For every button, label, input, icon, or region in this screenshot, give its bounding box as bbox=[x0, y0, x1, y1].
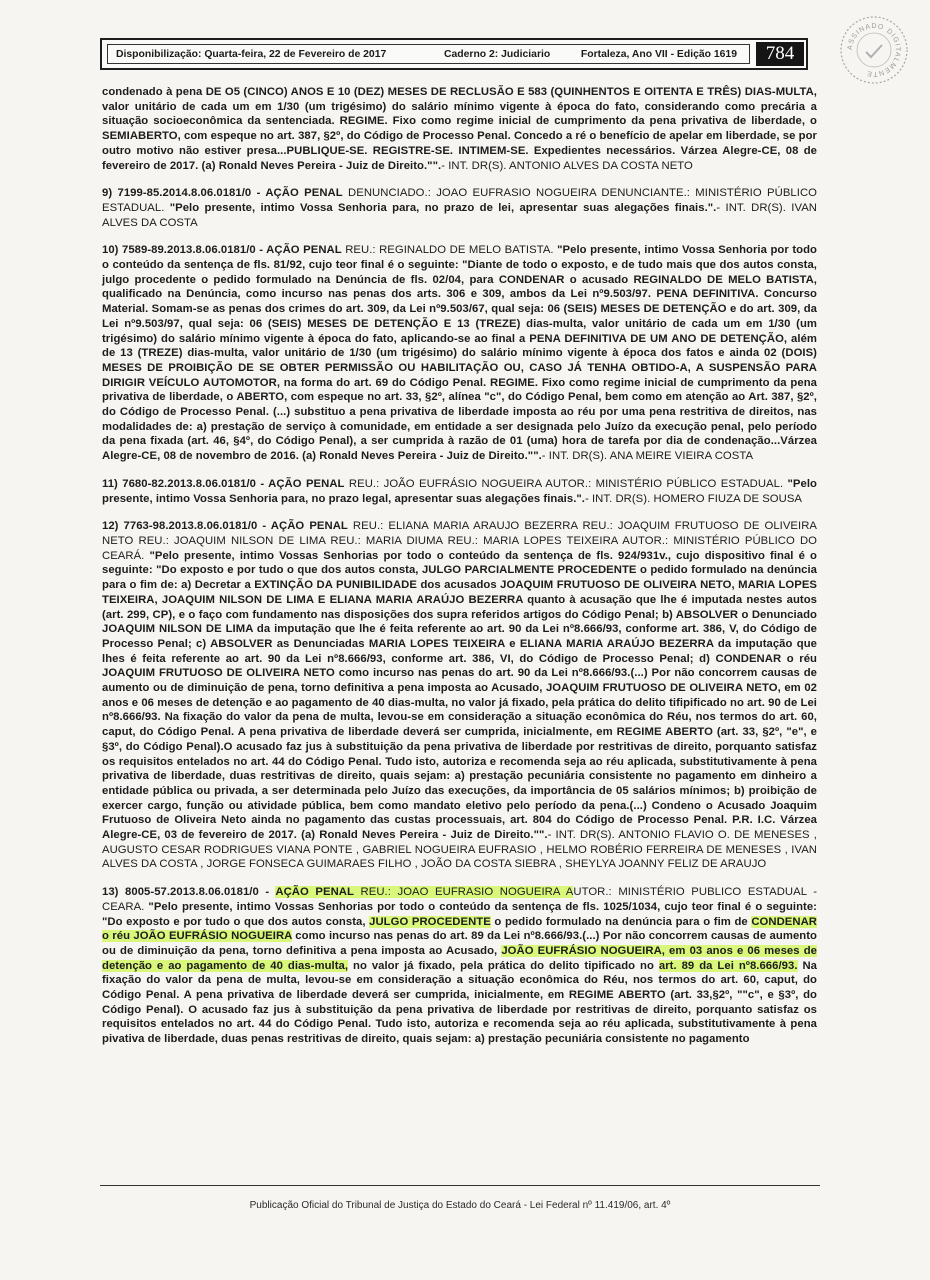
entry-text: "Pelo presente, intimo Vossas Senhorias por todo o conteúdo da sentença de fls. 924/931v., cujo dispositivo final é o seguinte: "Do exposto e por tudo o que dos autos consta, JULGO PARCIALMENTE PROCEDENTE o pedido formulado na denúncia para o fim de: a) Decretar a EXTINÇÃO DA PUNIBILIDADE dos acusados JOAQUIM FRUTUOSO DE OLIVEIRA NETO, MARIA LOPES TEIXEIRA, JOAQUIM NILSON DE LIMA E ELIANA MARIA ARAÚJO BEZERRA quanto à acusação que lhe é imputada nestes autos (art. 299, CP), e o faço com fundamento nas disposições dos supra referidos artigos do Código Penal; b) ABSOLVER o Denunciado JOAQUIM NILSON DE LIMA da imputação que lhe é feita referente ao art. 90 da Lei nº8.666/93, conforme art. 386, V, do Código de Processo Penal; c) ABSOLVER as Denunciadas MARIA LOPES TEIXEIRA e ELIANA MARIA ARAÚJO BEZERRA da imputação que lhes é feita referente ao art. 90 da Lei nº8.666/93, conforme art. 386, VI, do Código de Processo Penal; d) CONDENAR o réu JOAQUIM FRUTUOSO DE OLIVEIRA NETO como incurso nas penas do art. 90 da Lei nº8.666/93.(...) Por não concorrem causas de aumento ou de diminuição de pena, torno definitiva a pena imposta ao Acusado, JOAQUIM FRUTUOSO DE OLIVEIRA NETO, em 02 anos e 06 meses de detenção e ao pagamento de 40 dias-multa, no valor já fixado, pela prática do delito tifipificado no art. 90 de Lei nº8.666/93. Na fixação do valor da pena de multa, levou-se em consideração a situação econômica do Réu, nos termos do art. 60, caput, do Código Penal. A pena privativa de liberdade deverá ser cumprida, inicialmente, em REGIME ABERTO (art. 33, §2º, "e", e §3º, do Código Penal).O acusado faz jus à substituição da pena privativa de liberdade por restritivas de direito, porquanto satisfaz os requisitos entelados no art. 44 do Código Penal. Tudo isto, autoriza e recomenda seja ao réu aplicada, substitutivamente à pena privativa de liberdade, duas restritivas de direito, quais sejam: a) prestação pecuniária consistente no pagamento em dinheiro a entidade pública ou privada, a ser determinada pelo Juízo das execuções, da importância de 05 salários mínimos; b) proibição de exercer cargo, função ou atividade pública, bem como mandato eletivo pelo período da pena.(...) Condeno o Acusado Joaquim Frutuoso de Oliveira Neto ainda no pagamento das custas processuais, art. 804 do Código de Processo Penal. P.R. I.C. Várzea Alegre-CE, 03 de fevereiro de 2017. (a) Ronald Neves Pereira - Juiz de Direito."". bbox=[102, 549, 817, 842]
entry-text: no valor já fixado, pela prática do delito tipificado no bbox=[348, 959, 659, 972]
entry-text: - INT. DR(S). HOMERO FIUZA DE SOUSA bbox=[584, 492, 803, 505]
highlighted-text: CONDENAR o réu JOÃO EUFRÁSIO NOGUEIRA bbox=[102, 915, 817, 943]
page-header bbox=[100, 38, 808, 70]
svg-text:ASSINADO DIGITALMENTE bbox=[847, 23, 901, 77]
entry-text: "Pelo presente, intimo Vossas Senhorias por todo o conteúdo da sentença de fls. 1025/1034, cujo teor final é o seguinte: "Do exposto e por tudo o que dos autos consta, bbox=[102, 900, 817, 928]
entry-text: "Pelo presente, intimo Vossa Senhoria para, no prazo legal, apresentar suas alegações finais.". bbox=[102, 477, 817, 505]
document-body bbox=[102, 85, 817, 1060]
entry-text: REU.: JOÃO EUFRÁSIO NOGUEIRA AUTOR.: MINISTÉRIO PÚBLICO ESTADUAL. bbox=[344, 477, 788, 490]
entry-text: Na fixação do valor da pena de multa, levou-se em consideração a situação econômica do Réu, nos termos do art. 60, caput, do Código Penal. A pena privativa de liberdade deverá ser cumprida, inicialmente, em REGIME ABERTO (art. 33,§2º, ""c", e §3º, do Código Penal). O acusado faz jus à substituição da pena privativa de liberdade por restritivas de direito, porquanto satisfaz os requisitos entelados no art. 44 do Código Penal. Tudo isto, autoriza e recomenda seja ao réu aplicada, substitutivamente à pena pivativa de liberdade, duas penas restritivas de direito, quais sejam: a) prestação pecuniária consistente no pagamento bbox=[102, 959, 817, 1046]
highlighted-text: REU.: JOAO EUFRASIO NOGUEIRA A bbox=[353, 886, 574, 899]
gazette-entry bbox=[102, 519, 817, 872]
location-edition: Fortaleza, Ano VII - Edição 1619 bbox=[580, 48, 737, 60]
page-footer: Publicação Oficial do Tribunal de Justiça do Estado do Ceará - Lei Federal nº 11.419/06, art. 4º bbox=[249, 1200, 671, 1211]
gazette-entry bbox=[102, 477, 817, 506]
entry-text: DENUNCIADO.: JOAO EUFRASIO NOGUEIRA DENUNCIANTE.: MINISTÉRIO PÚBLICO ESTADUAL. bbox=[102, 187, 817, 214]
digital-signature-seal bbox=[838, 14, 910, 86]
seal-text: ASSINADO DIGITALMENTE bbox=[846, 22, 902, 78]
entry-text: - INT. DR(S). ANTONIO FLAVIO O. DE MENESES , AUGUSTO CESAR RODRIGUES VIANA PONTE , GABRIEL NOGUEIRA EUFRASIO , HELMO ROBÉRIO FERREIRA DE MENESES , IVAN ALVES DA COSTA , JORGE FONSECA GUIMARAES FILHO , JOÃO DA COSTA SIEBRA , SHEYLYA JOANNY FELIZ DE ARAUJO bbox=[102, 829, 817, 871]
highlighted-text: art. 89 da Lei nº8.666/93. bbox=[658, 959, 798, 972]
entry-text: 9) 7199-85.2014.8.06.0181/0 - AÇÃO PENAL bbox=[102, 187, 343, 200]
entry-text: 11) 7680-82.2013.8.06.0181/0 - AÇÃO PENAL bbox=[102, 477, 345, 490]
gazette-entry bbox=[102, 85, 817, 173]
section-name: Caderno 2: Judiciario bbox=[444, 48, 551, 60]
entry-text: REU.: REGINALDO DE MELO BATISTA. bbox=[341, 244, 558, 257]
highlighted-text: JULGO PROCEDENTE bbox=[369, 915, 491, 928]
header-info-box bbox=[107, 44, 750, 64]
seal-icon bbox=[838, 14, 910, 86]
page-number: 784 bbox=[756, 42, 804, 66]
entry-text: 12) 7763-98.2013.8.06.0181/0 - AÇÃO PENAL bbox=[102, 520, 348, 533]
highlighted-text: JOÃO EUFRÁSIO NOGUEIRA, em 03 anos e 06 meses de detenção e ao pagamento de 40 dias-multa, bbox=[102, 944, 817, 972]
entry-text: 10) 7589-89.2013.8.06.0181/0 - AÇÃO PENAL bbox=[102, 244, 342, 257]
entry-text: 13) 8005-57.2013.8.06.0181/0 - bbox=[102, 886, 276, 899]
entry-text: REU.: ELIANA MARIA ARAUJO BEZERRA REU.: JOAQUIM FRUTUOSO DE OLIVEIRA NETO REU.: JOAQUIM NILSON DE LIMA REU.: MARIA DIUMA REU.: MARIA LOPES TEIXEIRA AUTOR.: MINISTÉRIO PÚBLICO DO CEARÁ. bbox=[102, 520, 817, 562]
entry-text: "Pelo presente, intimo Vossa Senhoria para, no prazo de lei, apresentar suas alegações finais.". bbox=[169, 201, 717, 214]
availability-date: Disponibilização: Quarta-feira, 22 de Fevereiro de 2017 bbox=[116, 48, 387, 60]
entry-text: como incurso nas penas do art. 89 da Lei nº8.666/93.(...) Por não concorrem causas de aumento ou de diminuição da pena, torno definitiva a pena imposta ao Acusado, bbox=[102, 930, 817, 957]
entry-text: - INT. DR(S). ANTONIO ALVES DA COSTA NETO bbox=[441, 159, 693, 172]
gazette-entry bbox=[102, 186, 817, 230]
entry-text: UTOR.: MINISTÉRIO PUBLICO ESTADUAL - CEARA. bbox=[102, 886, 818, 913]
entry-text: - INT. DR(S). IVAN ALVES DA COSTA bbox=[102, 201, 817, 229]
entry-text: condenado à pena DE O5 (CINCO) ANOS E 10 (DEZ) MESES DE RECLUSÃO E 583 (QUINHENTOS E OITENTA E TRÊS) DIAS-MULTA, valor unitário de cada um em 1/30 (um trigésimo) do salário mínimo vigente à época do fato, considerando como precária a situação socioeconômica da sentenciada. REGIME. Fixo como regime inicial de cumprimento da pena privativa de liberdade, o SEMIABERTO, com espeque no art. 387, §2º, do Código de Processo Penal. Concedo a ré o benefício de apelar em liberdade, se por outro motivo não estiver presa...PUBLIQUE-SE. REGISTRE-SE. INTIMEM-SE. Expedientes necessários. Várzea Alegre-CE, 08 de fevereiro de 2017. (a) Ronald Neves Pereira - Juiz de Direito."". bbox=[102, 86, 817, 172]
footer-divider bbox=[100, 1185, 820, 1186]
entry-text: - INT. DR(S). ANA MEIRE VIEIRA COSTA bbox=[541, 450, 754, 463]
gazette-entry bbox=[102, 885, 817, 1047]
highlighted-text: AÇÃO PENAL bbox=[275, 886, 354, 899]
gazette-entry bbox=[102, 243, 817, 464]
entry-text: "Pelo presente, intimo Vossa Senhoria por todo o conteúdo da sentença de fls. 81/92, cujo teor final é o seguinte: "Diante de todo o exposto, e de tudo mais que dos autos consta, julgo procedente o pedido formulado na Denúncia de fls. 02/04, para CONDENAR o acusado REGINALDO DE MELO BATISTA, qualificado na Denúncia, como incurso nas penas dos arts. 306 e 309, ambos da Lei nº9.503/97. PENA DEFINITIVA. Concurso Material. Somam-se as penas dos crimes do art. 309, da Lei nº9.503/67, qual seja: 06 (SEIS) MESES DE DETENÇÃO e do art. 309, da Lei nº9.503/97, qual seja: 06 (SEIS) MESES DE DETENÇÃO E 13 (TREZE) dias-multa, valor unitário de cada um em 1/30 (um trigésimo) do salário mínimo vigente à época do fato, aplicando-se ao final a PENA DEFINITIVA DE UM ANO DE DETENÇÃO, além de 13 (TREZE) dias-multa, valor unitário de 1/30 (um trigésimo) do salário mínimo vigente à época dos fatos e ainda 02 (DOIS) MESES DE PROIBIÇÃO DE SE OBTER PERMISSÃO OU HABILITAÇÃO OU, CASO JÁ TENHA OBTIDO-A, A SUSPENSÃO PARA DIRIGIR VEÍCULO AUTOMOTOR, na forma do art. 69 do Código Penal. REGIME. Fixo como regime inicial de cumprimento da pena privativa de liberdade, o ABERTO, com espeque no art. 33, §2º, alínea "c", do Código Penal, bem como em atenção ao Art. 387, §2º, do Código de Processo Penal. (...) substituo a pena privativa de liberdade imposta ao réu por uma pena restritiva de direitos, nas modalidades de: a) prestação de serviço à comunidade, em entidade a ser designada pelo Juízo da execução penal, pelo período da pena fixada (art. 46, §4º, do Código Penal), a ser cumprida à razão de 01 (uma) hora de tarefa por dia de condenação...Várzea Alegre-CE, 08 de novembro de 2016. (a) Ronald Neves Pereira - Juiz de Direito."". bbox=[102, 244, 818, 463]
entry-text: o pedido formulado na denúncia para o fim de bbox=[490, 915, 752, 928]
